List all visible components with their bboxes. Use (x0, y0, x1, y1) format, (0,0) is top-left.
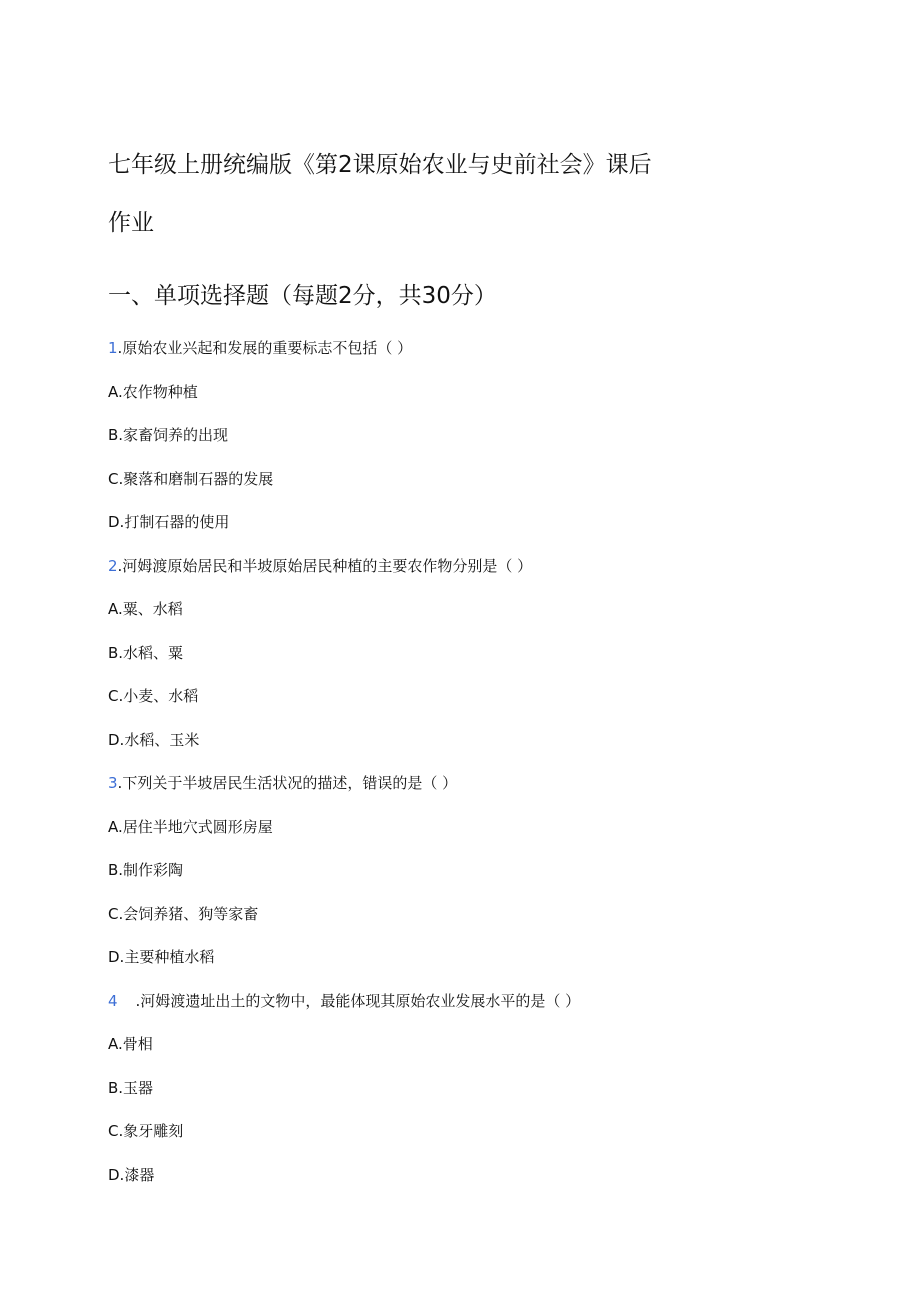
question-4-option-c: C.象牙雕刻 (108, 1122, 184, 1140)
question-1-option-c: C.聚落和磨制石器的发展 (108, 470, 274, 488)
question-1 (108, 338, 412, 358)
question-1-option-b: B.家畜饲养的出现 (108, 426, 229, 444)
question-3-option-c: C.会饲养猪、狗等家畜 (108, 905, 259, 923)
question-separator: . (117, 339, 123, 357)
question-1-option-a: A.农作物种植 (108, 383, 198, 401)
question-3 (108, 773, 457, 793)
question-2-option-d: D.水稻、玉米 (108, 731, 200, 749)
question-text: 河姆渡原始居民和半坡原始居民种植的主要农作物分别是（ ） (122, 557, 533, 575)
question-text: 原始农业兴起和发展的重要标志不包括（ ） (122, 339, 413, 357)
question-text: 下列关于半坡居民生活状况的描述，错误的是（ ） (122, 774, 458, 792)
document-title-line-1: 七年级上册统编版《第2课原始农业与史前社会》课后 (108, 152, 652, 178)
question-3-option-a: A.居住半地穴式圆形房屋 (108, 818, 273, 836)
question-3-option-d: D.主要种植水稻 (108, 948, 215, 966)
question-number: 2 (108, 557, 118, 575)
document-title-line-2: 作业 (108, 210, 154, 236)
question-2-option-c: C.小麦、水稻 (108, 687, 199, 705)
question-text: 河姆渡遗址出土的文物中，最能体现其原始农业发展水平的是（ ） (140, 992, 581, 1010)
question-2 (108, 556, 532, 576)
question-4-option-a: A.骨相 (108, 1035, 153, 1053)
question-2-option-b: B.水稻、粟 (108, 644, 184, 662)
question-2-option-a: A.粟、水稻 (108, 600, 183, 618)
question-4-option-d: D.漆器 (108, 1166, 155, 1184)
question-3-option-b: B.制作彩陶 (108, 861, 184, 879)
question-number: 1 (108, 339, 118, 357)
question-4 (108, 991, 580, 1011)
question-number: 4 (108, 992, 118, 1010)
question-4-option-b: B.玉器 (108, 1079, 154, 1097)
question-number: 3 (108, 774, 118, 792)
question-separator: . (117, 557, 123, 575)
question-separator: . (117, 774, 123, 792)
question-separator: . (135, 992, 141, 1010)
question-1-option-d: D.打制石器的使用 (108, 513, 230, 531)
section-heading: 一、单项选择题（每题2分，共30分） (108, 283, 497, 309)
